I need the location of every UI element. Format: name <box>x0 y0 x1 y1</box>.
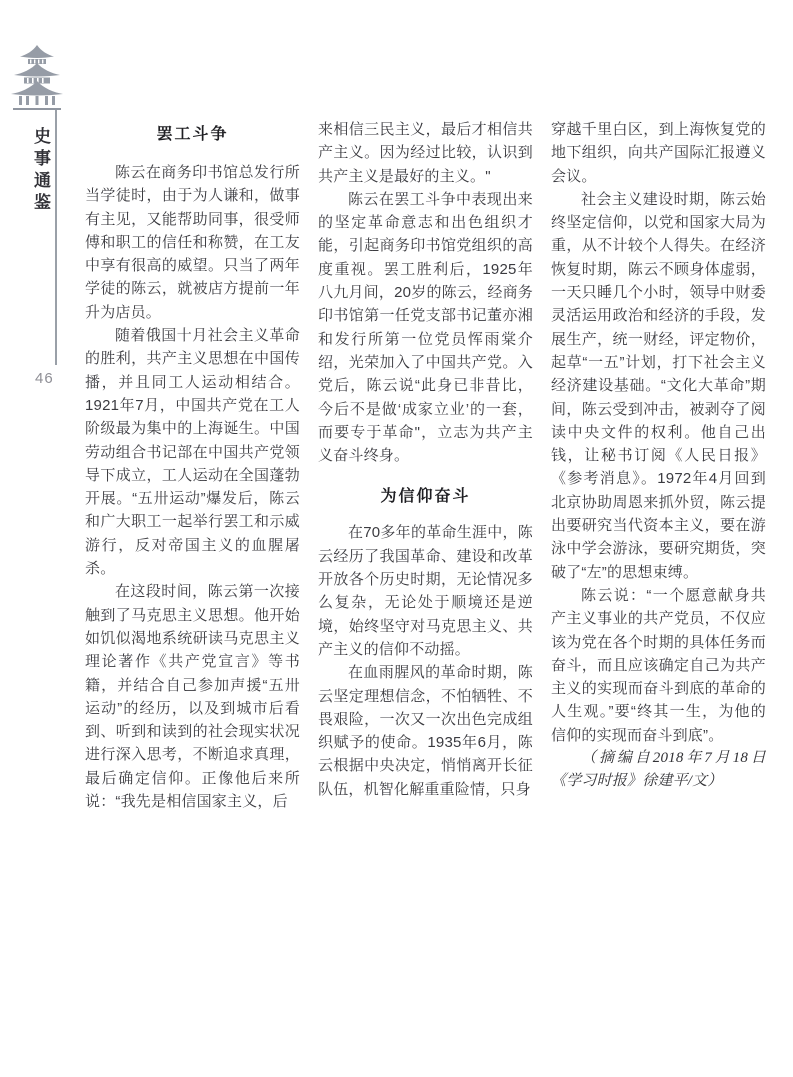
pagoda-logo-icon <box>10 44 64 108</box>
article-columns <box>85 118 766 813</box>
logo-base-line <box>13 108 61 110</box>
source-credit: （摘编自2018年7月18日《学习时报》徐建平/文） <box>551 750 766 790</box>
article-column-3 <box>551 118 766 813</box>
paragraph: 在70多年的革命生涯中，陈云经历了我国革命、建设和改革开放各个历史时期，无论情况多么复杂，无论处于顺境还是逆境，始终坚守对马克思主义、共产主义的信仰不动摇。 <box>318 524 533 658</box>
sidebar-vertical-rule <box>55 110 57 365</box>
paragraph: 穿越千里白区，到上海恢复党的地下组织，向共产国际汇报遵义会议。 <box>551 121 766 185</box>
paragraph: 来相信三民主义，最后才相信共产主义。因为经过比较，认识到共产主义是最好的主义。" <box>318 121 533 185</box>
section-heading: 罢工斗争 <box>156 126 229 143</box>
paragraph: 陈云说：“一个愿意献身共产主义事业的共产党员，不仅应该为党在各个时期的具体任务而奋斗，而且应该确定自己为共产主义的实现而奋斗到底的革命的人生观。”要“终其一生，为他的信仰的实现而奋斗到底”。 <box>551 586 766 744</box>
article-column-2 <box>318 118 533 813</box>
section-heading: 为信仰奋斗 <box>380 488 471 506</box>
article-column-1 <box>85 118 300 813</box>
paragraph: 在这段时间，陈云第一次接触到了马克思主义思想。他开始如饥似渴地系统研读马克思主义理论著作《共产党宣言》等书籍，并结合自己参加声援“五卅运动”的经历，以及到城市后看到、听到和读到的社会现实状况进行深入思考，不断追求真理，最后确定信仰。正像他后来所说：“我先是相信国家主义，后 <box>85 583 300 811</box>
page-number: 46 <box>35 370 54 387</box>
paragraph: 陈云在罢工斗争中表现出来的坚定革命意志和出色组织才能，引起商务印书馆党组织的高度重视。罢工胜利后，1925年八九月间，20岁的陈云，经商务印书馆第一任党支部书记董亦湘和发行所第一位党员恽雨棠介绍，光荣加入了中国共产党。入党后，陈云说“此身已非昔比，今后不是做‘成家立业’的一套，而要专于革命"，立志为共产主义奋斗终身。 <box>318 190 533 465</box>
section-vertical-title: 史事通鉴 <box>31 127 50 215</box>
paragraph: 陈云在商务印书馆总发行所当学徒时，由于为人谦和，做事有主见，又能帮助同事，很受师傅和职工的信任和称赞，在工友中享有很高的威望。只当了两年学徒的陈云，就被店方提前一年升为店员。 <box>85 164 300 321</box>
paragraph: 社会主义建设时期，陈云始终坚定信仰，以党和国家大局为重，从不计较个人得失。在经济恢复时期，陈云不顾身体虚弱，一天只睡几个小时，领导中财委灵活运用政治和经济的手段，发展生产，统一财经，评定物价，起草“一五”计划，打下社会主义经济建设基础。“文化大革命”期间，陈云受到冲击，被剥夺了阅读中央文件的权利。他自己出钱，让秘书订阅《人民日报》《参考消息》。1972年4月回到北京协助周恩来抓外贸，陈云提出要研究当代资本主义，要在游泳中学会游泳，要研究期货，突破了“左”的思想束缚。 <box>551 190 766 581</box>
paragraph: 随着俄国十月社会主义革命的胜利，共产主义思想在中国传播，并且同工人运动相结合。1921年7月，中国共产党在工人阶级最为集中的上海诞生。中国劳动组合书记部在中国共产党领导下成立，工人运动在全国蓬勃开展。“五卅运动”爆发后，陈云和广大职工一起举行罢工和示威游行，反对帝国主义的血腥屠杀。 <box>85 327 300 578</box>
paragraph: 在血雨腥风的革命时期，陈云坚定理想信念，不怕牺牲、不畏艰险，一次又一次出色完成组织赋予的使命。1935年6月，陈云根据中央决定，悄悄离开长征队伍，机智化解重重险情，只身 <box>318 664 533 798</box>
